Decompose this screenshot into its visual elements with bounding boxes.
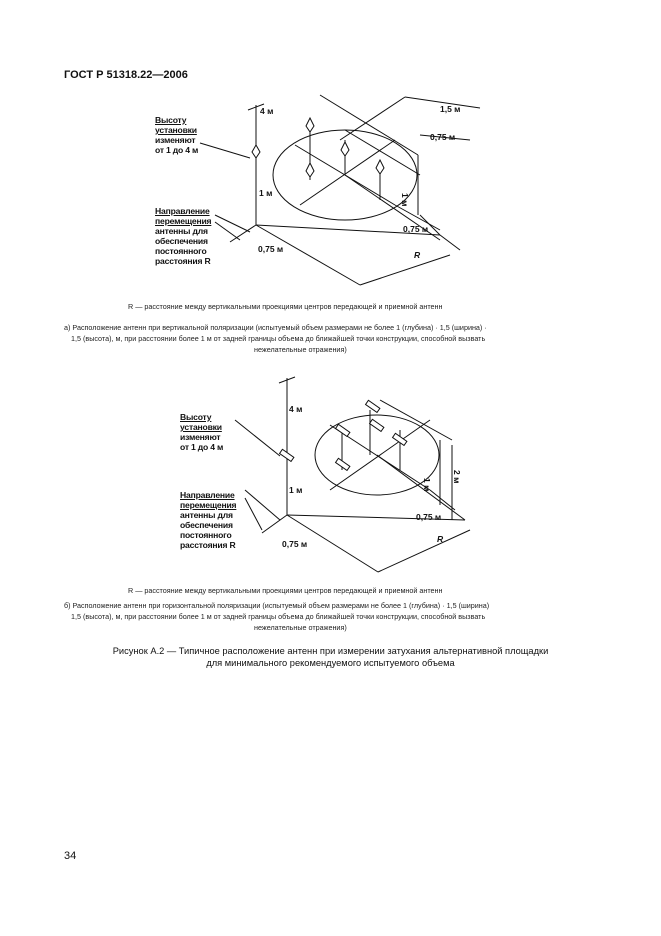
figure-a-caption-line-1: а) Расположение антенн при вертикальной поляризации (испытуемый объем размерами не более 1 (глубина) · 1,5 (ширина) · [64, 323, 487, 332]
figure-a-direction-label: Направление перемещения антенны для обеспечения постоянного расстояния R [155, 206, 212, 266]
page-number: 34 [64, 850, 77, 862]
figure-a-dim-bottom-height: 1 м [259, 188, 273, 198]
figure-b-dim-distance: R [437, 534, 444, 544]
figure-b-legend: R — расстояние между вертикальными проекциями центров передающей и приемной антенн [128, 586, 443, 595]
figure-a-dim-small-height: 1 м [400, 193, 410, 207]
figure-title-line-1: Рисунок А.2 — Типичное расположение антенн при измерении затухания альтернативной площадки [112, 646, 549, 656]
figure-b-dim-small-height: 1 м [422, 478, 432, 492]
figure-a-dim-distance: R [414, 250, 421, 260]
figure-a-height-label: Высоту установки изменяют от 1 до 4 м [155, 115, 199, 155]
figure-a-dim-depth-left: 0,75 м [258, 244, 284, 254]
figure-b-dim-total-height: 2 м [452, 470, 462, 484]
figure-b-dim-bottom-height: 1 м [289, 485, 303, 495]
figure-b-direction-label: Направление перемещения антенны для обеспечения постоянного расстояния R [180, 490, 237, 550]
document-header: ГОСТ Р 51318.22—2006 [64, 69, 188, 81]
figure-b-dim-top-height: 4 м [289, 404, 303, 414]
figure-a-dim-depth-right: 0,75 м [403, 224, 429, 234]
figure-a-caption-line-2: 1,5 (высота), м, при расстоянии более 1 м от задней границы объема до ближайшей точки конструкции, способной вызвать [71, 334, 486, 343]
figure-title-line-2: для минимального рекомендуемого испытуемого объема [206, 658, 455, 668]
figure-title [0, 645, 661, 669]
figure-a-legend: R — расстояние между вертикальными проекциями центров передающей и приемной антенн [128, 302, 443, 311]
figure-a-caption-line-3: нежелательные отражения) [254, 345, 347, 354]
figure-b-height-label: Высоту установки изменяют от 1 до 4 м [180, 412, 224, 452]
figure-a-dim-half-width: 0,75 м [430, 132, 456, 142]
figure-a-dim-width-total: 1,5 м [440, 104, 461, 114]
figure-b-caption-line-3: нежелательные отражения) [254, 623, 347, 632]
figure-b-dim-depth-right: 0,75 м [416, 512, 442, 522]
figure-b-caption-line-1: б) Расположение антенн при горизонтальной поляризации (испытуемый объем размерами не более 1 (глубина) · 1,5 (ширина) [64, 601, 490, 610]
figure-a-dim-top-height: 4 м [260, 106, 274, 116]
figure-b-caption-line-2: 1,5 (высота), м, при расстоянии более 1 м от задней границы объема до ближайшей точки конструкции, способной вызвать [71, 612, 486, 621]
figure-b-dim-depth-left: 0,75 м [282, 539, 308, 549]
